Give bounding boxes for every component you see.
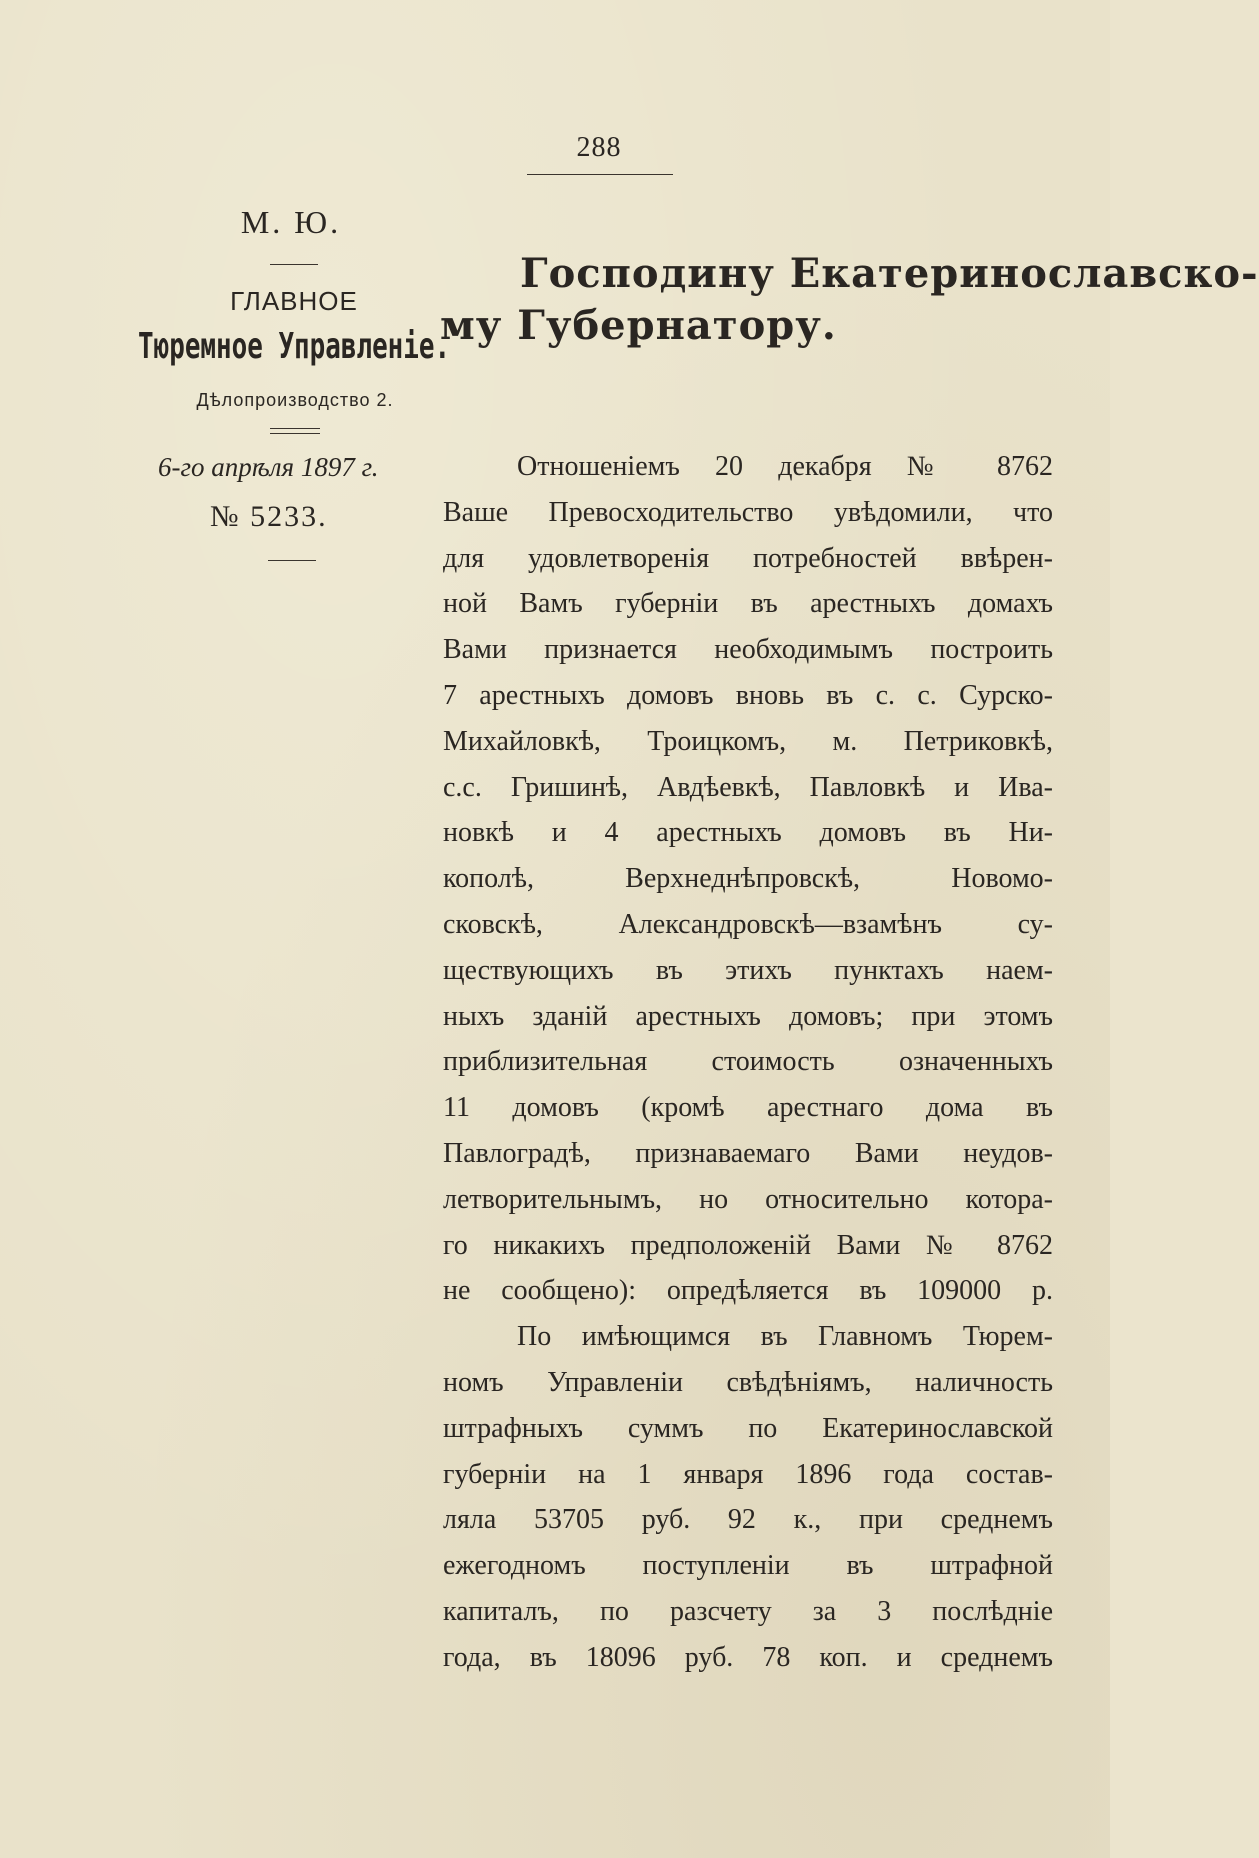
body-line: номъ Управленіи свѣдѣніямъ, наличность — [443, 1366, 1053, 1398]
body-line: штрафныхъ суммъ по Екатеринославской — [443, 1412, 1053, 1444]
body-line: губерніи на 1 января 1896 года состав- — [443, 1458, 1053, 1490]
body-line: ляла 53705 руб. 92 к., при среднемъ — [443, 1504, 1053, 1536]
page-number-rule — [527, 174, 673, 175]
body-line: Михайловкѣ, Троицкомъ, м. Петриковкѣ, — [443, 725, 1053, 757]
letter-date: 6-го апрѣля 1897 г. — [158, 452, 379, 482]
body-line: капиталъ, по разсчету за 3 послѣдніе — [443, 1595, 1053, 1627]
body-line: По имѣющимся въ Главномъ Тюрем- — [517, 1321, 1053, 1353]
body-line: Павлоградѣ, признаваемаго Вами неудов- — [443, 1137, 1053, 1169]
body-line: приблизительная стоимость означенныхъ — [443, 1046, 1053, 1078]
body-line: 7 арестныхъ домовъ вновь въ с. с. Сурско- — [443, 679, 1053, 711]
body-line: 11 домовъ (кромѣ арестнаго дома въ — [443, 1092, 1053, 1124]
body-line: ежегодномъ поступленіи въ штрафной — [443, 1550, 1053, 1582]
body-line: кополѣ, Верхнеднѣпровскѣ, Новомо- — [443, 863, 1053, 895]
body-line: Отношеніемъ 20 декабря № 8762 — [517, 451, 1053, 482]
addressee-line-1: Господину Екатеринославско- — [520, 250, 1259, 297]
page-number: 288 — [576, 132, 622, 163]
outgoing-number: № 5233. — [210, 500, 328, 533]
department-heading-main: ГЛАВНОЕ — [230, 286, 358, 316]
body-line: Вами признается необходимымъ построить — [443, 634, 1053, 666]
addressee-line-2: му Губернатору. — [440, 302, 837, 349]
letter-body — [443, 444, 1053, 1681]
ministry-rule — [270, 264, 318, 265]
body-line: го никакихъ предположеній Вами № 8762 — [443, 1229, 1053, 1261]
body-line: ныхъ зданій арестныхъ домовъ; при этомъ — [443, 1000, 1053, 1032]
body-line: ществующихъ въ этихъ пунктахъ наем- — [443, 954, 1053, 986]
body-line: Ваше Превосходительство увѣдомили, что — [443, 496, 1053, 528]
office-double-rule — [270, 428, 320, 434]
body-line: не сообщено): опредѣляется въ 109000 р. — [443, 1275, 1053, 1307]
paragraph-1 — [443, 444, 1053, 1314]
number-rule — [268, 560, 316, 561]
addressee — [440, 248, 1259, 352]
body-line: новкѣ и 4 арестныхъ домовъ въ Ни- — [443, 817, 1053, 849]
body-line: ной Вамъ губерніи въ арестныхъ домахъ — [443, 588, 1053, 620]
body-line: для удовлетворенія потребностей ввѣрен- — [443, 542, 1053, 574]
body-line: года, въ 18096 руб. 78 коп. и среднемъ — [443, 1641, 1053, 1673]
body-line: сковскѣ, Александровскѣ—взамѣнъ су- — [443, 908, 1053, 940]
paragraph-2 — [443, 1314, 1053, 1680]
department-name: Тюремное Управленіе. — [138, 326, 451, 367]
office-name: Дѣлопроизводство 2. — [196, 390, 394, 410]
body-line: с.с. Гришинѣ, Авдѣевкѣ, Павловкѣ и Ива- — [443, 771, 1053, 803]
ministry-abbreviation: М. Ю. — [240, 204, 342, 240]
body-line: летворительнымъ, но относительно котора- — [443, 1183, 1053, 1215]
